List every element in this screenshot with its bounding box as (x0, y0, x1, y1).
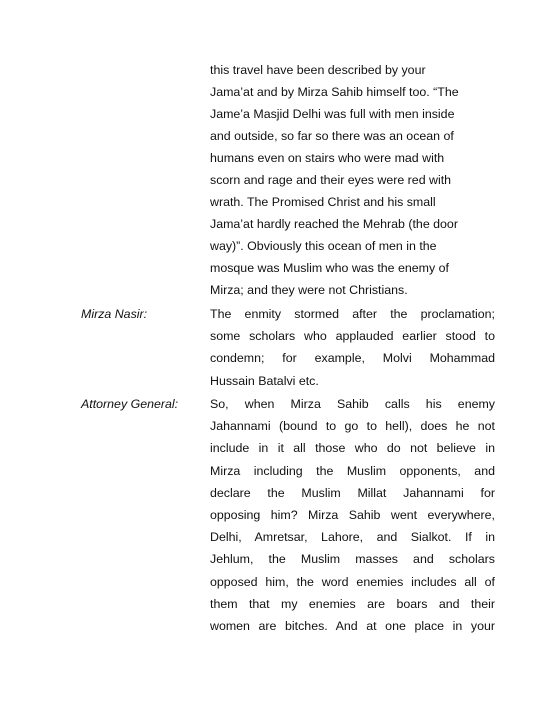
speaker-label: Mirza Nasir: (81, 307, 148, 321)
text-line: Delhi, Amretsar, Lahore, and Sialkot. If in (210, 530, 495, 545)
text-line: wrath. The Promised Christ and his small (210, 195, 436, 209)
speech-text (210, 393, 495, 637)
text-line: Jahannami (bound to go to hell), does he not (210, 419, 495, 434)
text-line: this travel have been described by your (210, 63, 426, 77)
text-line: Hussain Batalvi etc. (210, 373, 319, 388)
continued-paragraph (210, 59, 495, 301)
text-line: declare the Muslim Millat Jahannami for (210, 485, 495, 500)
text-line: Jehlum, the Muslim masses and scholars (210, 552, 495, 567)
text-line: Mirza; and they were not Christians. (210, 283, 408, 297)
text-line: way)”. Obviously this ocean of men in the (210, 239, 437, 253)
text-line: The enmity stormed after the proclamation; (210, 307, 495, 321)
text-line: opposing him? Mirza Sahib went everywhere, (210, 508, 495, 523)
text-line: some scholars who applauded earlier stood to (210, 329, 495, 344)
text-line: Mirza including the Muslim opponents, and (210, 463, 495, 478)
text-line: mosque was Muslim who was the enemy of (210, 261, 449, 275)
text-line: condemn; for example, Molvi Mohammad (210, 351, 495, 366)
text-line: Jama’at hardly reached the Mehrab (the door (210, 217, 458, 231)
speaker-label: Attorney General: (81, 397, 179, 411)
text-line: and outside, so far so there was an ocean of (210, 129, 454, 143)
text-line: Jame’a Masjid Delhi was full with men inside (210, 107, 455, 121)
text-line: them that my enemies are boars and their (210, 596, 495, 611)
text-line: scorn and rage and their eyes were red with (210, 173, 452, 187)
text-line: opposed him, the word enemies includes all of (210, 574, 495, 589)
text-line: humans even on stairs who were mad with (210, 151, 445, 165)
text-line: women are bitches. And at one place in your (210, 619, 495, 634)
speech-text (210, 303, 495, 392)
text-line: include in it all those who do not believe in (210, 441, 495, 456)
text-line: So, when Mirza Sahib calls his enemy (210, 397, 495, 411)
text-line: Jama’at and by Mirza Sahib himself too. “The (210, 85, 459, 99)
